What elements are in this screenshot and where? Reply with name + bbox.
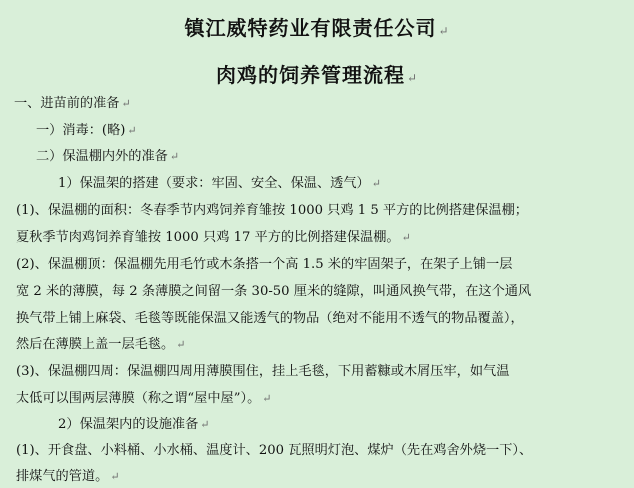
line-text: 宽 2 米的薄膜，每 2 条薄膜之间留一条 30-50 厘米的缝隙，叫通风换气带，在这个通风	[16, 284, 532, 299]
subsection-heading	[36, 147, 179, 167]
subsection-heading	[36, 121, 137, 141]
line-text: 1）保温架的搭建（要求：牢固、安全、保温、透气）	[58, 176, 370, 191]
section-heading	[14, 94, 131, 114]
paragraph-mark-icon: ↵	[127, 124, 137, 137]
line-text: (2)、保温棚顶：保温棚先用毛竹或木条搭一个高 1.5 米的牢固架子，在架子上铺一层	[16, 257, 513, 272]
body-line	[16, 309, 524, 329]
line-text: 一、进苗前的准备	[14, 96, 120, 111]
paragraph-mark-icon: ↵	[406, 71, 419, 85]
body-line	[16, 282, 531, 302]
paragraph-mark-icon: ↵	[262, 392, 272, 405]
company-title-text: 镇江威特药业有限责任公司	[184, 16, 437, 40]
line-text: 夏秋季节肉鸡饲养育雏按 1000 只鸡 17 平方的比例搭建保温棚。	[16, 230, 400, 245]
body-line	[16, 362, 509, 382]
document-subtitle	[0, 59, 634, 88]
item-heading	[58, 415, 209, 435]
line-text: 一）消毒：(略)	[36, 123, 126, 138]
body-line	[16, 389, 271, 409]
body-line	[16, 228, 411, 248]
paragraph-mark-icon: ↵	[401, 231, 411, 244]
line-text: 换气带上铺上麻袋、毛毯等既能保温又能透气的物品（绝对不能用不透气的物品覆盖），	[16, 311, 524, 326]
paragraph-mark-icon: ↵	[110, 470, 120, 483]
line-text: 排煤气的管道。	[16, 469, 109, 484]
body-line	[16, 467, 120, 487]
paragraph-mark-icon: ↵	[176, 338, 186, 351]
line-text: (1)、开食盘、小料桶、小水桶、温度计、200 瓦照明灯泡、煤炉（先在鸡舍外烧一下）、	[16, 443, 533, 458]
body-line	[16, 201, 528, 221]
company-title	[0, 12, 634, 41]
line-text: (1)、保温棚的面积：冬春季节内鸡饲养育雏按 1000 只鸡 1 5 平方的比例搭建保温棚；	[16, 203, 528, 218]
line-text: 2）保温架内的设施准备	[58, 417, 199, 432]
paragraph-mark-icon: ↵	[121, 97, 131, 110]
paragraph-mark-icon: ↵	[371, 177, 381, 190]
line-text: (3)、保温棚四周：保温棚四周用薄膜围住，挂上毛毯，下用蓄糠或木屑压牢，如气温	[16, 364, 510, 379]
paragraph-mark-icon: ↵	[438, 24, 450, 38]
line-text: 然后在薄膜上盖一层毛毯。	[16, 337, 175, 352]
document-subtitle-text: 肉鸡的饲养管理流程	[215, 63, 405, 87]
line-text: 太低可以围两层薄膜（称之谓“屋中屋”）。	[16, 391, 261, 406]
paragraph-mark-icon: ↵	[169, 150, 180, 163]
body-line	[16, 255, 512, 275]
line-text: 二）保温棚内外的准备	[36, 149, 168, 164]
body-line	[16, 335, 185, 355]
item-heading	[58, 174, 381, 194]
paragraph-mark-icon: ↵	[200, 418, 210, 431]
body-line	[16, 441, 532, 461]
